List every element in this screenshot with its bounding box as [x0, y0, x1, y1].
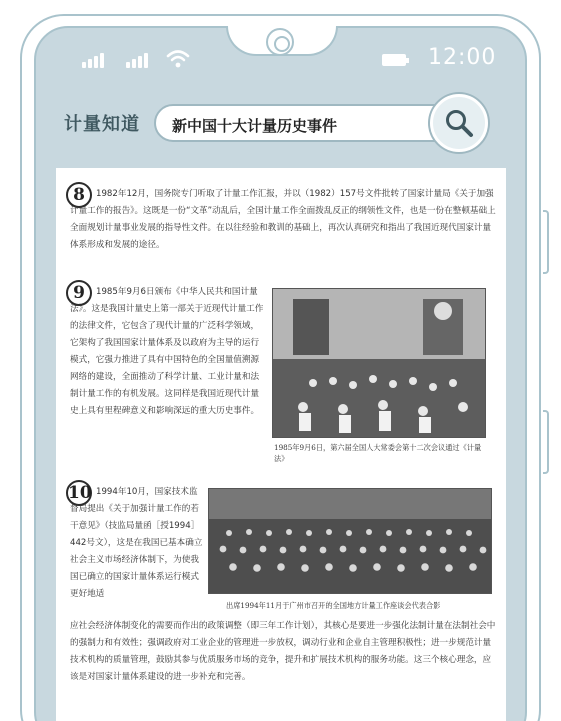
- signal-icon: [82, 52, 104, 68]
- wifi-icon: [166, 48, 190, 70]
- event-10-photo-caption: 出席1994年11月于广州市召开的全国地方计量工作座谈会代表合影: [226, 601, 441, 610]
- event-number-badge: 9: [66, 280, 92, 306]
- phone-side-button: [543, 210, 549, 274]
- event-9-text: 1985年9月6日颁布《中华人民共和国计量法》。这是我国计量史上第一部关于近现代计量工作的法律文件，它包含了现代计量的广泛科学领域，它架构了我国国家计量体系及以政府为主导的运行模式，它强力推进了具有中国特色的全国量值溯源网络的建设，全面推动了科学计量、工业计量和法制计量工作的有机发展。这同样是我国近现代计量史上具有里程碑意义和影响深远的重大历史事件。: [70, 287, 264, 416]
- status-bar: [82, 45, 497, 72]
- status-time: 12:00: [428, 45, 497, 70]
- app-title: 计量知道: [64, 114, 140, 135]
- event-10-text-bottom: 应社会经济体制变化的需要而作出的政策调整（即三年工作计划），其核心是要进一步强化法制计量在法制社会中的强制力和有效性；强调政府对工业企业的管理进一步放权，调动行业和企业自主管理积极性；进一步规范计量技术机构的质量管理，鼓励其参与优质服务市场的竞争，提升和扩展技术机构的服务功能。这三个核心理念，应该是对国家计量体系建设的进一步补充和完善。: [70, 621, 496, 682]
- event-9-photo-caption: 1985年9月6日，第六届全国人大常委会第十二次会议通过《计量法》: [274, 443, 482, 463]
- search-button[interactable]: [430, 94, 488, 152]
- article-content: [56, 168, 506, 721]
- event-8-text: 1982年12月，国务院专门听取了计量工作汇报，并以（1982）157号文件批转了国家计量局《关于加强计量工作的报告》。这既是一份“文革”动乱后，全国计量工作全面拨乱反正的纲领性文件，也是一份在整顿基础上全面规划计量事业发展的指导性文件。在以往经验和教训的基础上，再次认真研究和指出了我国近现代国家计量体系形成和发展的途径。: [70, 189, 496, 250]
- phone-side-button: [543, 410, 549, 474]
- search-header: [36, 90, 525, 156]
- signal-icon: [126, 52, 148, 68]
- event-10-text-top: 1994年10月，国家技术监督局提出《关于加强计量工作的若干意见》（技监局量函［授1994］442号文），这是在我国已基本确立社会主义市场经济体制下，为使我国已确立的国家计量体系运行模式更好地适: [70, 487, 203, 599]
- search-input[interactable]: 新中国十大计量历史事件: [154, 104, 484, 142]
- battery-icon: [382, 54, 406, 66]
- group-photo: [208, 488, 492, 594]
- event-number-badge: 8: [66, 182, 92, 208]
- magnifier-icon: [444, 108, 474, 138]
- congress-meeting-photo: [272, 288, 486, 438]
- event-number-badge: 10: [66, 480, 92, 506]
